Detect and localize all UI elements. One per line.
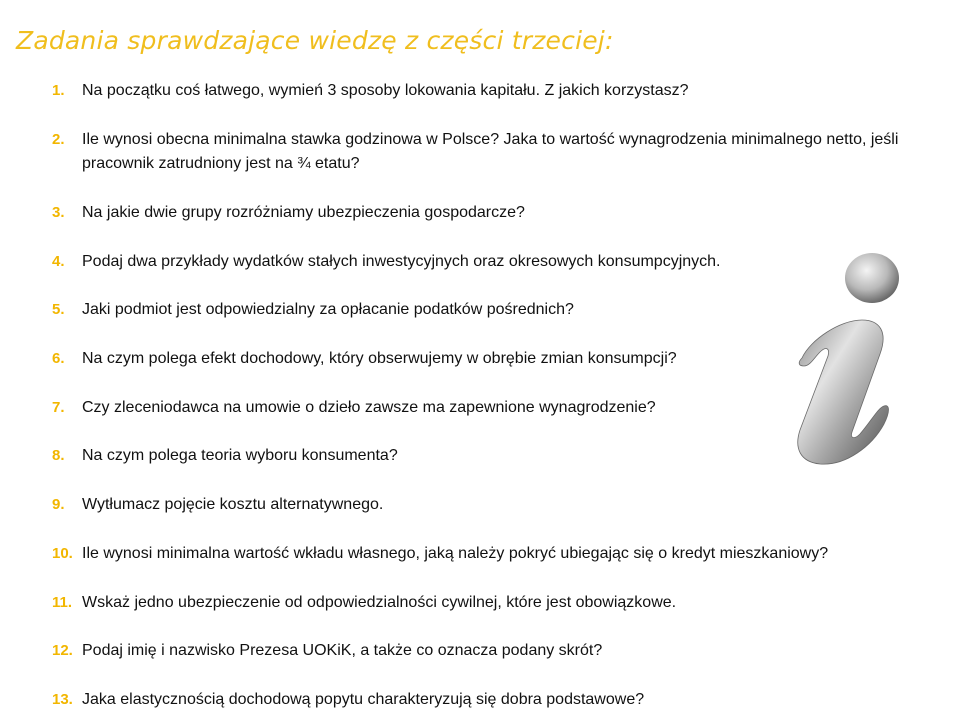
- question-number: 6.: [52, 350, 65, 367]
- question-number: 8.: [52, 447, 65, 464]
- question-number: 12.: [52, 642, 73, 659]
- question-number: 10.: [52, 545, 73, 562]
- question-text: Podaj dwa przykłady wydatków stałych inwestycyjnych oraz okresowych konsumpcyjnych.: [82, 253, 721, 270]
- page-title: Zadania sprawdzające wiedzę z części trzeciej:: [16, 26, 614, 55]
- question-number: 9.: [52, 496, 65, 513]
- question-number: 2.: [52, 131, 65, 148]
- question-text: Na czym polega efekt dochodowy, który obserwujemy w obrębie zmian konsumpcji?: [82, 350, 677, 367]
- question-text: Wytłumacz pojęcie kosztu alternatywnego.: [82, 496, 384, 513]
- question-text: Wskaż jedno ubezpieczenie od odpowiedzialności cywilnej, które jest obowiązkowe.: [82, 594, 677, 611]
- question-text: Na początku coś łatwego, wymień 3 sposoby lokowania kapitału. Z jakich korzystasz?: [82, 82, 689, 99]
- question-text: Na czym polega teoria wyboru konsumenta?: [82, 447, 398, 464]
- question-item: [52, 639, 932, 663]
- question-number: 3.: [52, 204, 65, 221]
- question-text: Jaki podmiot jest odpowiedzialny za opłacanie podatków pośrednich?: [82, 301, 574, 318]
- question-item: [52, 201, 932, 225]
- question-item: [52, 493, 932, 517]
- question-number: 13.: [52, 691, 73, 708]
- question-number: 1.: [52, 82, 65, 99]
- question-number: 7.: [52, 399, 65, 416]
- question-item: [52, 542, 932, 566]
- question-number: 5.: [52, 301, 65, 318]
- question-item: [52, 128, 932, 176]
- question-text: Jaka elastycznością dochodową popytu charakteryzują się dobra podstawowe?: [82, 691, 645, 708]
- info-icon: [780, 248, 910, 470]
- question-text: Ile wynosi minimalna wartość wkładu własnego, jaką należy pokryć ubiegając się o kredyt mieszkaniowy?: [82, 545, 829, 562]
- question-text: Podaj imię i nazwisko Prezesa UOKiK, a także co oznacza podany skrót?: [82, 642, 603, 659]
- question-item: [52, 591, 932, 615]
- question-number: 4.: [52, 253, 65, 270]
- question-text: Czy zleceniodawca na umowie o dzieło zawsze ma zapewnione wynagrodzenie?: [82, 399, 656, 416]
- question-number: 11.: [52, 594, 73, 611]
- question-item: [52, 688, 932, 712]
- question-text: Na jakie dwie grupy rozróżniamy ubezpieczenia gospodarcze?: [82, 204, 525, 221]
- question-item: [52, 79, 932, 103]
- question-text: Ile wynosi obecna minimalna stawka godzinowa w Polsce? Jaka to wartość wynagrodzenia minimalnego netto, jeśli pracownik zatrudniony jest na ¾ etatu?: [82, 131, 899, 172]
